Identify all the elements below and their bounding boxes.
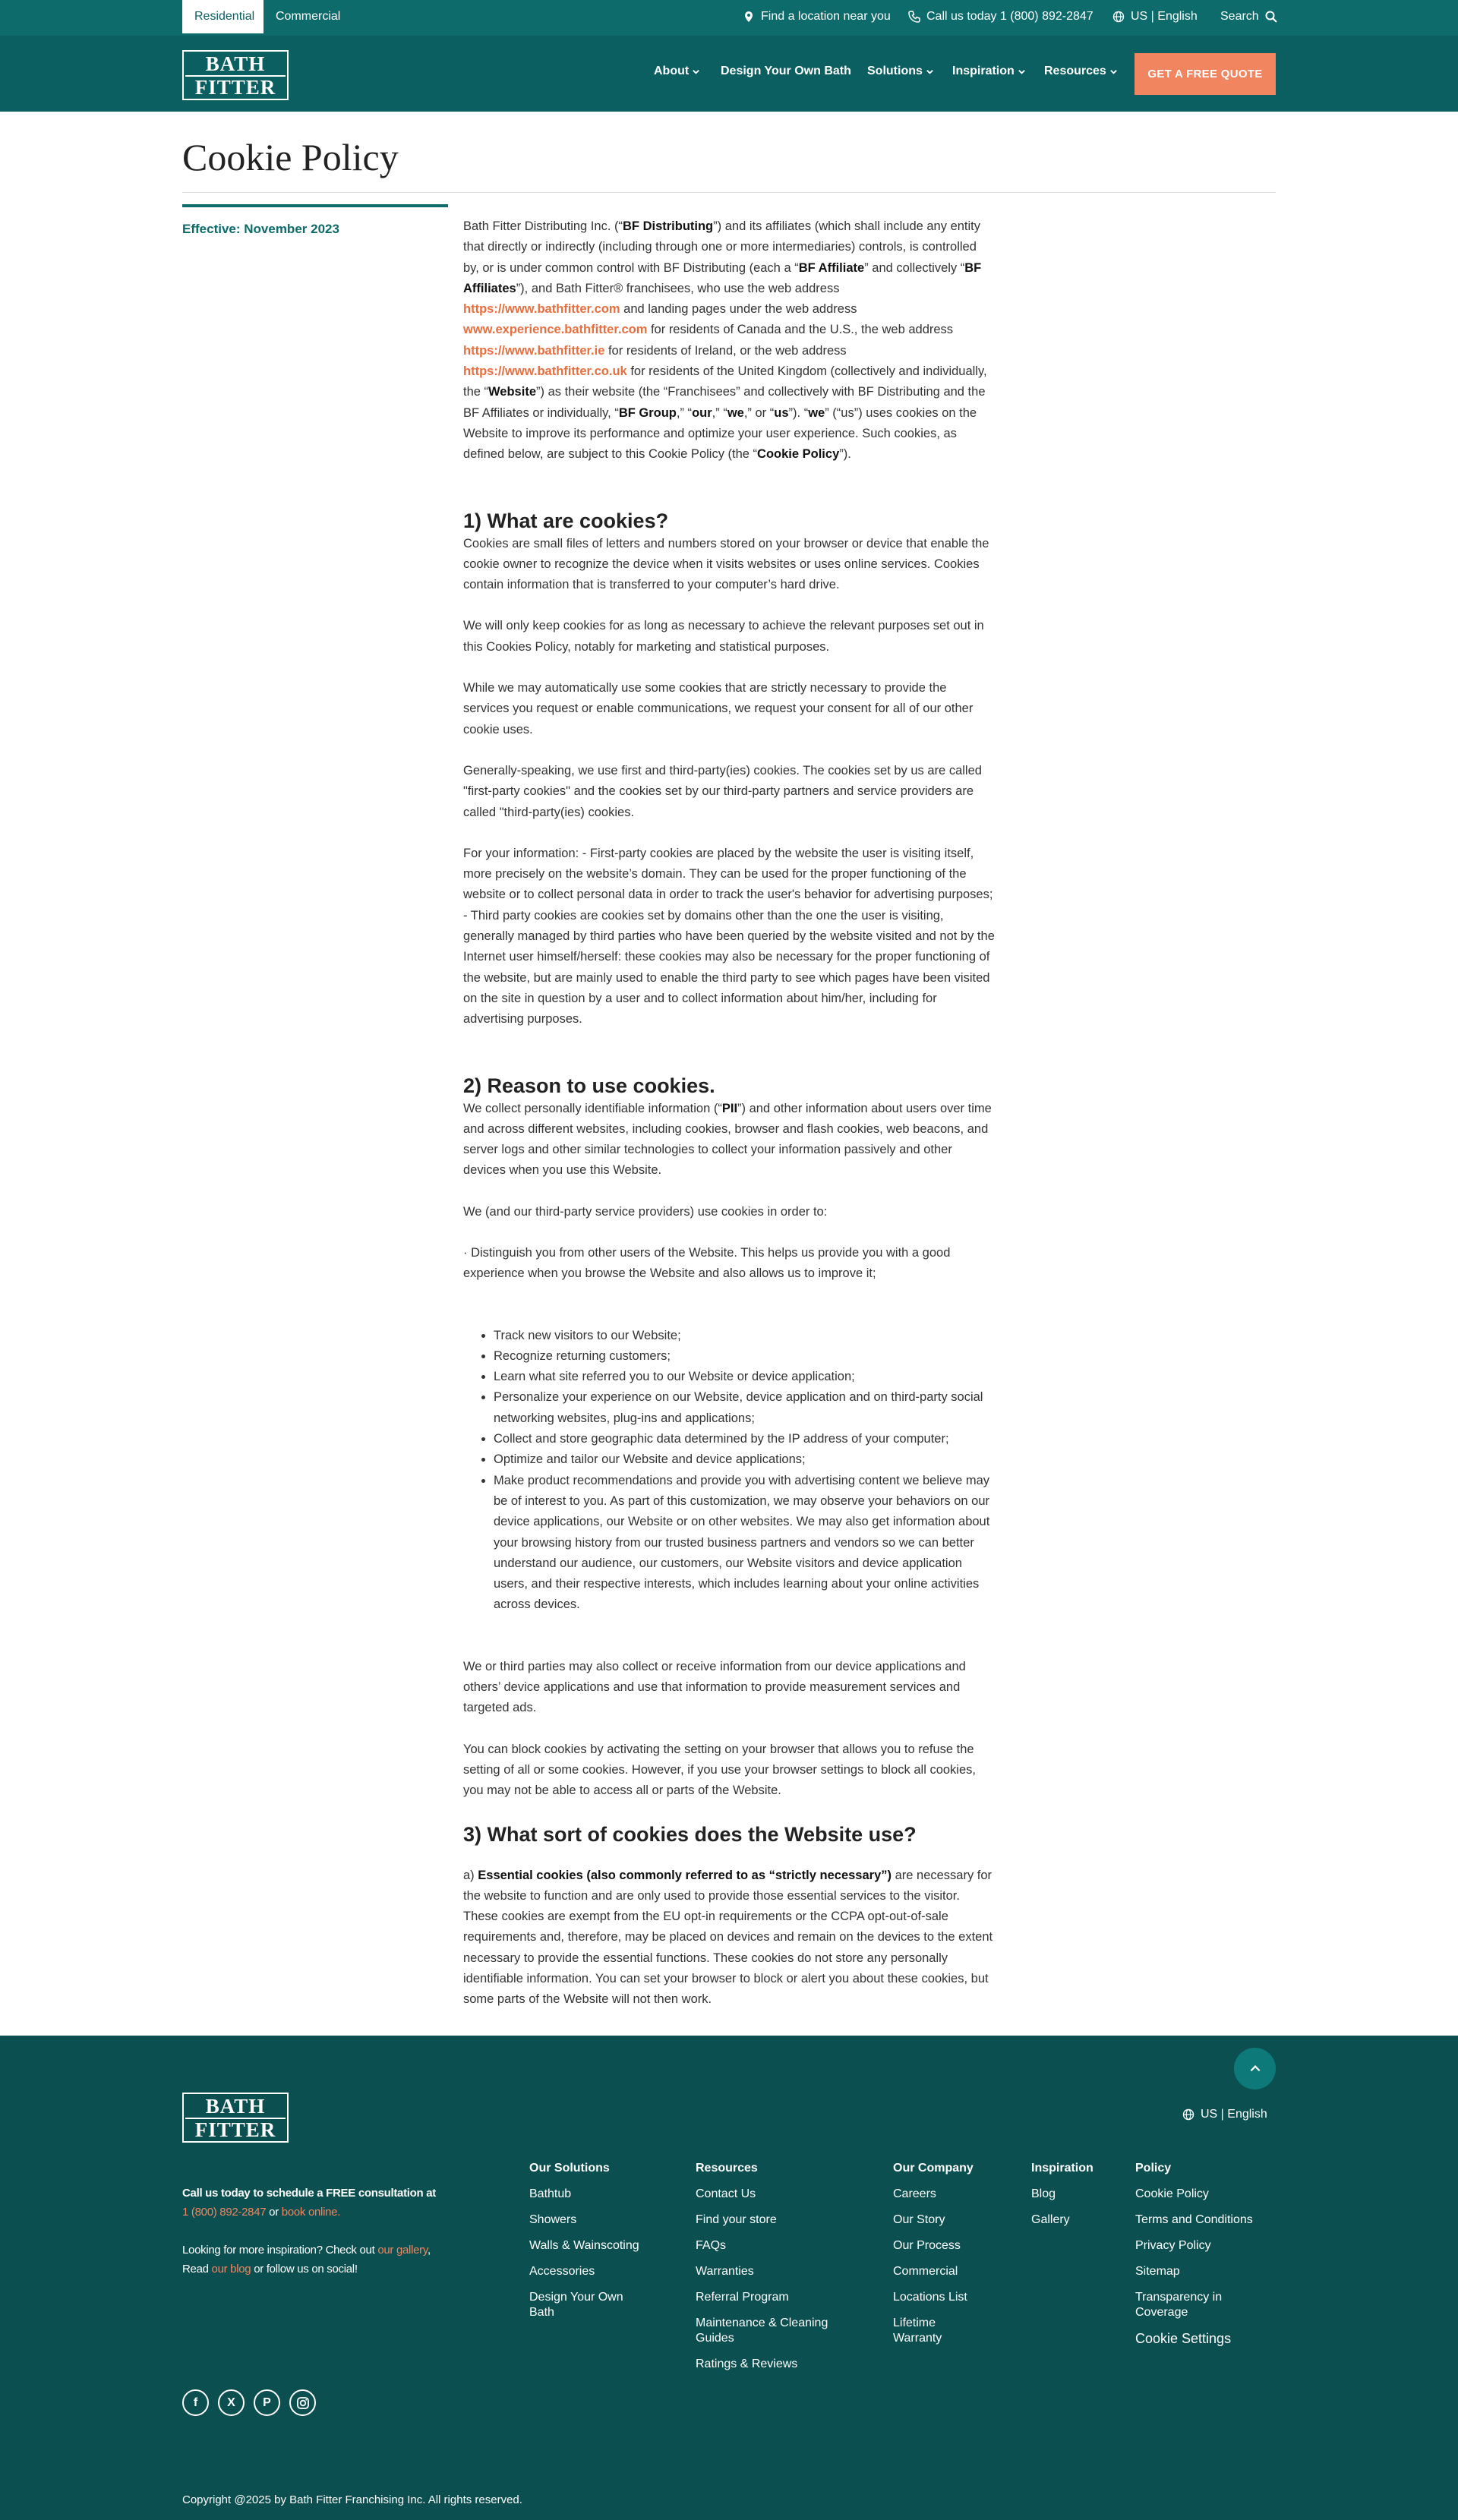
cookie-uses-list [494, 1326, 995, 1616]
text: and landing pages under the web address [620, 302, 857, 317]
footer-col-title: Inspiration [1031, 2162, 1094, 2175]
language-selector[interactable] [1112, 0, 1198, 33]
paragraph: Generally-speaking, we use first and third-party(ies) cookies. The cookies set by us are called "first-party cookies" and the cookies set by our third-party partners and service providers are called "third-party(ies) cookies. [463, 763, 982, 819]
footer-col-title: Policy [1135, 2162, 1172, 2175]
footer-link-accessories[interactable]: Accessories [529, 2265, 595, 2278]
footer-col-solutions [529, 2161, 651, 2331]
bold-term: BF Distributing [622, 219, 714, 233]
text: for residents of Canada and the U.S., the web address [647, 323, 954, 337]
intro-paragraph [463, 216, 995, 465]
list-item: • Collect and store geographic data determined by the IP address of your computer; [494, 1429, 995, 1449]
paragraph: We or third parties may also collect or receive information from our device applications and others’ device applications and use that information to provide measurement services and targeted ads. [463, 1659, 966, 1715]
paragraph: Cookies are small files of letters and numbers stored on your browser or device that enable the cookie owner to recognize the device when it visits websites or uses online services. Cookies contain information that is transferred to your computer’s hard drive. [463, 536, 989, 592]
cta-line [182, 2241, 471, 2260]
paragraph: We (and our third-party service providers) use cookies in order to: [463, 1204, 828, 1219]
nav-inspiration-label: Inspiration [952, 65, 1015, 77]
copyright: Copyright @2025 by Bath Fitter Franchising Inc. All rights reserved. [182, 2493, 522, 2506]
bold-term: Cookie Policy [757, 447, 840, 462]
main-navigation [0, 36, 1458, 112]
bold-term: us [774, 405, 789, 420]
bath-fitter-logo[interactable] [182, 50, 289, 100]
footer-language-label: US | English [1201, 2108, 1267, 2121]
footer-col-title: Resources [696, 2162, 758, 2175]
paragraph: · Distinguish you from other users of the Website. This helps us provide you with a good experience when you browse the Website and also allows us to improve it; [463, 1245, 951, 1281]
list-item: • Personalize your experience on our Website, device application and on third-party social networking websites, plug-ins and applications; [494, 1387, 995, 1429]
list-item: • Recognize returning customers; [494, 1346, 995, 1367]
paragraph [463, 1866, 995, 2011]
section-heading: 2) Reason to use cookies. [463, 1074, 715, 1097]
x-icon[interactable]: X [218, 2389, 245, 2416]
page-title: Cookie Policy [182, 136, 399, 178]
list-item: • Make product recommendations and provide you with advertising content we believe may be of interest to you. As part of this customization, we may observe your behaviors on our device applications, our Website or on other websites. We may also get information about your browsing history from our trusted business partners and vendors so we can better understand our audience, our customers, our Website visitors and device application users, and their respective interests, which includes learning about your online activities across devices. [494, 1471, 995, 1616]
language-label: US | English [1131, 10, 1198, 23]
paragraph: We will only keep cookies for as long as necessary to achieve the relevant purposes set out in this Cookies Policy, notably for marketing and statistical purposes. [463, 619, 984, 654]
footer-col-title: Our Solutions [529, 2162, 610, 2175]
footer-language-selector[interactable] [1182, 2108, 1267, 2121]
cta-line: Call us today to schedule a FREE consultation at [182, 2187, 436, 2200]
footer-link-our-process[interactable]: Our Process [893, 2239, 961, 2252]
text: for residents of Ireland, or the web address [604, 343, 847, 358]
title-divider [182, 192, 1276, 193]
chevron-down-icon [926, 68, 934, 76]
footer-link-contact[interactable]: Contact Us [696, 2187, 756, 2200]
footer-link-find-store[interactable]: Find your store [696, 2213, 777, 2226]
call-link[interactable] [908, 0, 1094, 33]
list-item: • Learn what site referred you to our Website or device application; [494, 1367, 995, 1387]
book-online-link[interactable]: book online. [281, 2206, 341, 2219]
nav-solutions-label: Solutions [867, 65, 923, 77]
nav-solutions[interactable] [867, 65, 934, 78]
chevron-down-icon [1018, 68, 1026, 76]
text: We collect personally identifiable information (“ [463, 1101, 722, 1115]
paragraph: For your information: - First-party cookies are placed by the website the user is visiting itself, more precisely on the website’s domain. They can be used for the proper functioning of the website or to collect personal data in order to track the user's behavior for advertising purposes; - Third party cookies are cookies set by domains other than the one the user is visiting, generally managed by third parties who have been queried by the website visited and not by the Internet user himself/herself: these cookies may also be necessary for the proper functioning of the website, but are mainly used to enable the third party to see which pages have been visited on the site in question by a user and to collect information about him/her, including for advertising purposes. [463, 846, 995, 1027]
bathfitter-com-link[interactable]: https://www.bathfitter.com [463, 302, 620, 317]
text: ”) and its affiliates (which shall include any entity that directly or indirectly (including through one or more intermediaries) controls, is controlled by, or is under common control with BF Distributing (each a “ [463, 219, 981, 275]
experience-bathfitter-link[interactable]: www.experience.bathfitter.com [463, 323, 648, 337]
phone-icon [908, 11, 920, 23]
nav-design-label: Design Your Own Bath [721, 65, 851, 77]
tab-commercial[interactable]: Commercial [276, 10, 341, 23]
paragraph: You can block cookies by activating the setting on your browser that allows you to refuse the setting of all or some cookies. However, if you use your browser settings to block all cookies, you may not be able to access all or parts of the Website. [463, 1742, 976, 1798]
gallery-link[interactable]: our gallery [377, 2244, 428, 2257]
text: ”). “ [788, 405, 809, 420]
paragraph [463, 1099, 995, 1181]
utility-bar [0, 0, 1458, 36]
bold-term: we [808, 405, 825, 420]
bathfitter-ie-link[interactable]: https://www.bathfitter.ie [463, 343, 605, 358]
logo-line-2: FITTER [185, 2118, 286, 2139]
cta-line [182, 2260, 471, 2279]
footer-link-referral[interactable]: Referral Program [696, 2291, 789, 2304]
tab-residential[interactable]: Residential [182, 0, 264, 33]
search-label: Search [1220, 10, 1259, 23]
logo-line-1: BATH [205, 52, 266, 75]
section-heading: 1) What are cookies? [463, 509, 669, 532]
footer-link-careers[interactable]: Careers [893, 2187, 936, 2200]
bold-term: PII [721, 1101, 738, 1115]
text: Looking for more inspiration? Check out [182, 2244, 378, 2257]
footer-link-locations[interactable]: Locations List [893, 2291, 967, 2304]
find-location-link[interactable] [743, 0, 891, 33]
list-item: • Optimize and tailor our Website and device applications; [494, 1449, 995, 1470]
text: are necessary for the website to function and are only used to provide those essential services to the visitor. These cookies are exempt from the EU opt-in requirements or the CCPA opt-out-of-sale requirements and, therefore, may be placed on devices and remain on the devices to the extent necessary to provide the essential functions. These cookies do not store any personally identifiable information. You can set your browser to block or alert you about these cookies, but some parts of the Website will not then work. [463, 1868, 993, 2007]
footer-link-transparency[interactable]: Transparency in Coverage [1135, 2291, 1223, 2319]
search-icon [1265, 11, 1277, 23]
chevron-down-icon [1109, 68, 1118, 76]
footer-col-resources [696, 2161, 847, 2383]
back-to-top-button[interactable] [1234, 2048, 1276, 2089]
text: or [266, 2206, 282, 2219]
footer-link-bathtub[interactable]: Bathtub [529, 2187, 572, 2200]
find-location-label: Find a location near you [761, 10, 891, 23]
facebook-icon[interactable]: f [182, 2389, 209, 2416]
chevron-down-icon [692, 68, 700, 76]
bold-term: Essential cookies (also commonly referred to as “strictly necessary”) [478, 1868, 892, 1882]
footer-link-terms[interactable]: Terms and Conditions [1135, 2213, 1253, 2226]
footer-col-company [893, 2161, 992, 2357]
footer-link-commercial[interactable]: Commercial [893, 2265, 958, 2278]
policy-content [463, 216, 995, 2011]
text: ” and collectively “ [864, 260, 965, 275]
bold-term: BF Affiliates [463, 260, 982, 295]
footer-link-cookie-policy[interactable]: Cookie Policy [1135, 2187, 1209, 2200]
footer-link-reviews[interactable]: Ratings & Reviews [696, 2358, 798, 2370]
text: ,” “ [676, 405, 693, 420]
text: ,” “ [712, 405, 727, 420]
footer-link-blog[interactable]: Blog [1031, 2187, 1056, 2200]
call-label: Call us today 1 (800) 892-2847 [926, 10, 1094, 23]
blog-link[interactable]: our blog [211, 2263, 251, 2276]
nav-about[interactable] [654, 65, 700, 78]
text: ” (“us”) uses cookies on the Website to improve its performance and optimize your user experience. Such cookies, as defined below, are subject to this Cookie Policy (the “ [463, 405, 977, 462]
footer-link-privacy[interactable]: Privacy Policy [1135, 2239, 1211, 2252]
footer-col-inspiration [1031, 2161, 1107, 2238]
logo-line-2: FITTER [185, 75, 286, 96]
paragraph: While we may automatically use some cookies that are strictly necessary to provide the services you request or enable communications, we request your consent for all of our other cookie uses. [463, 681, 974, 736]
footer-col-title: Our Company [893, 2162, 974, 2175]
footer-link-gallery[interactable]: Gallery [1031, 2213, 1070, 2226]
footer-cta [182, 2184, 471, 2279]
instagram-icon[interactable] [289, 2389, 316, 2416]
footer-phone-link[interactable]: 1 (800) 892-2847 [182, 2206, 267, 2219]
text: ”). [839, 447, 851, 462]
footer-col-policy [1135, 2161, 1276, 2357]
bold-term: Website [488, 385, 536, 399]
logo-line-1: BATH [205, 2095, 266, 2118]
footer-link-maintenance[interactable]: Maintenance & Cleaning Guides [696, 2317, 828, 2345]
nav-resources-label: Resources [1044, 65, 1106, 77]
bold-term: BF Group [618, 405, 677, 420]
bold-term: we [727, 405, 744, 420]
cta-line [182, 2203, 471, 2222]
footer-link-faqs[interactable]: FAQs [696, 2239, 727, 2252]
text: Bath Fitter Distributing Inc. (“ [463, 219, 623, 233]
footer-link-design[interactable]: Design Your Own Bath [529, 2291, 623, 2319]
get-free-quote-button[interactable]: GET A FREE QUOTE [1135, 53, 1276, 95]
globe-icon [1112, 11, 1125, 23]
footer-logo[interactable] [182, 2093, 289, 2143]
bathfitter-co-uk-link[interactable]: https://www.bathfitter.co.uk [463, 364, 627, 379]
footer-link-lifetime-warranty[interactable]: Lifetime Warranty [893, 2317, 942, 2345]
text: ,” or “ [743, 405, 775, 420]
chevron-up-icon [1248, 2062, 1262, 2076]
footer-link-walls[interactable]: Walls & Wainscoting [529, 2239, 639, 2252]
text: a) [463, 1868, 478, 1882]
effective-divider [182, 204, 448, 207]
instagram-glyph [296, 2396, 310, 2410]
globe-icon [1182, 2108, 1194, 2121]
footer-link-sitemap[interactable]: Sitemap [1135, 2265, 1180, 2278]
text: ”) as their website (the “Franchisees” and collectively with BF Distributing and the BF Affiliates or individually, “ [463, 385, 986, 420]
nav-about-label: About [654, 65, 690, 77]
footer-link-showers[interactable]: Showers [529, 2213, 577, 2226]
section-heading: 3) What sort of cookies does the Website use? [463, 1822, 917, 1846]
location-pin-icon [743, 11, 755, 23]
social-links [182, 2389, 316, 2416]
footer-link-our-story[interactable]: Our Story [893, 2213, 945, 2226]
bold-term: our [692, 405, 712, 420]
text: ”), and Bath Fitter® franchisees, who use the web address [516, 281, 840, 295]
effective-date: Effective: November 2023 [182, 222, 339, 236]
text: Read [182, 2263, 212, 2276]
pinterest-icon[interactable]: P [254, 2389, 280, 2416]
nav-inspiration[interactable] [952, 65, 1026, 78]
text: for residents of the United Kingdom (collectively and individually, the “ [463, 364, 987, 399]
cookie-settings-button[interactable]: Cookie Settings [1135, 2331, 1232, 2346]
list-item: • Track new visitors to our Website; [494, 1326, 995, 1346]
nav-resources[interactable] [1044, 65, 1118, 78]
text: , [427, 2244, 431, 2257]
bold-term: BF Affiliate [798, 260, 865, 275]
nav-design-your-own-bath[interactable] [721, 65, 851, 78]
text: ”) and other information about users over time and across different websites, including cookies, browser and flash cookies, web beacons, and server logs and other similar technologies to collect your information passively and other devices when you use this Website. [463, 1101, 992, 1178]
text: or follow us on social! [251, 2263, 358, 2276]
search-button[interactable] [1220, 0, 1277, 33]
site-footer [0, 2036, 1458, 2520]
footer-link-warranties[interactable]: Warranties [696, 2265, 754, 2278]
